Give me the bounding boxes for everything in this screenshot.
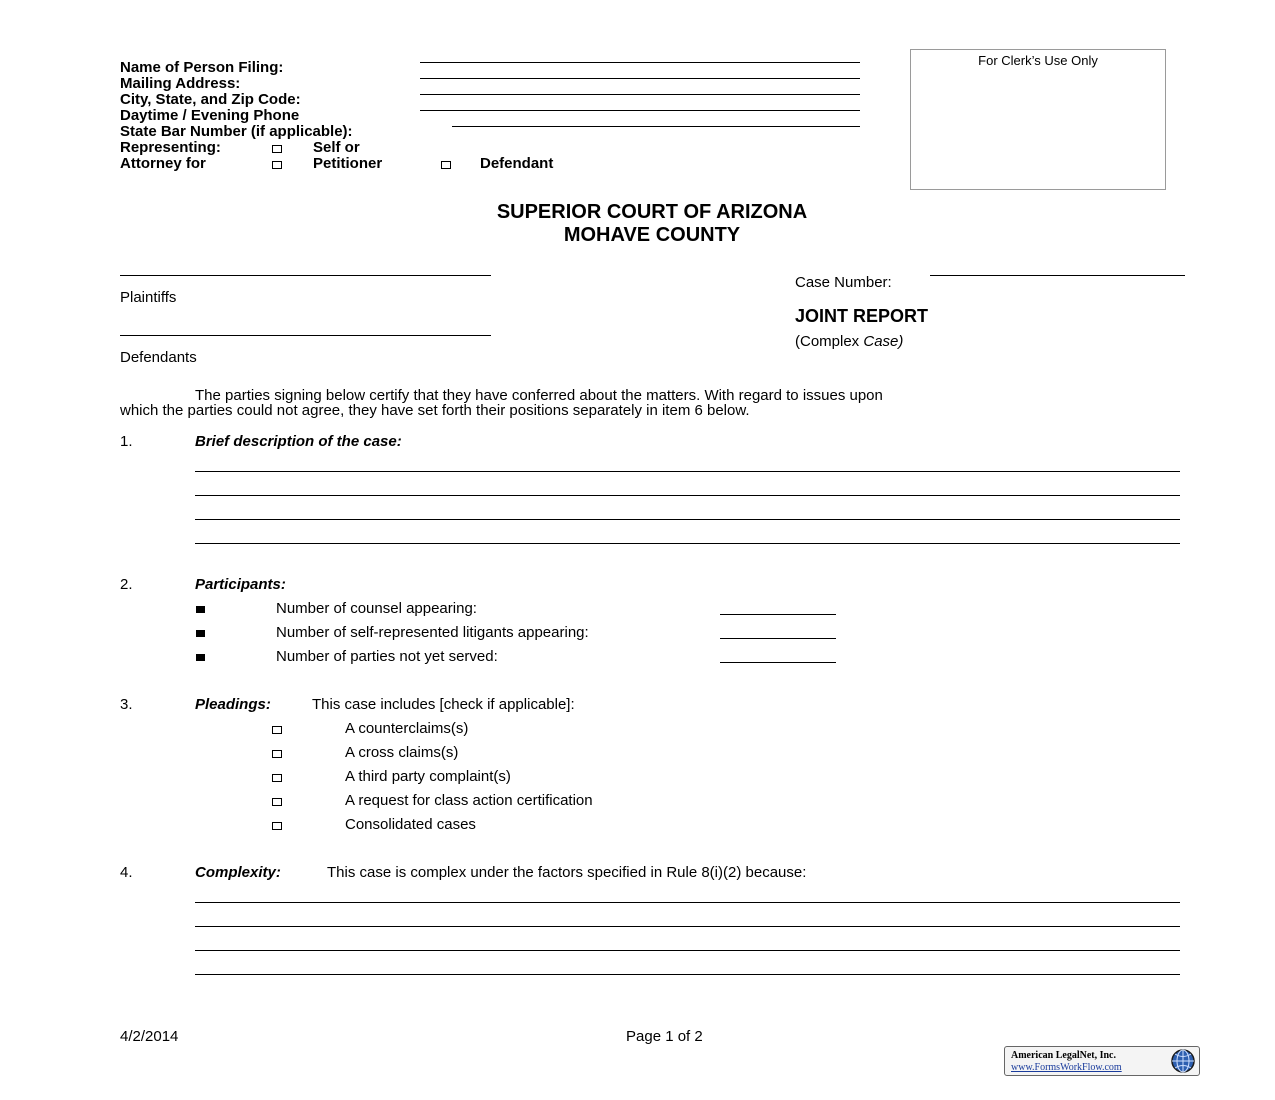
defendant-label: Defendant — [480, 155, 554, 172]
mailing-address-field[interactable] — [420, 78, 860, 79]
phone-field[interactable] — [420, 110, 860, 111]
plaintiffs-field[interactable] — [120, 275, 491, 276]
counterclaims-checkbox[interactable] — [272, 726, 282, 734]
description-line-4[interactable] — [195, 543, 1180, 544]
class-action-checkbox[interactable] — [272, 798, 282, 806]
counsel-appearing-field[interactable] — [720, 614, 836, 615]
state-bar-number-label: State Bar Number (if applicable): — [120, 123, 353, 140]
section-2-number: 2. — [120, 576, 133, 593]
defendants-field[interactable] — [120, 335, 491, 336]
document-title: JOINT REPORT — [795, 306, 929, 326]
footer-page-number: Page 1 of 2 — [626, 1028, 703, 1045]
section-3-text: This case includes [check if applicable]: — [312, 696, 575, 713]
subtitle-prefix: (Complex — [795, 333, 864, 350]
phone-label: Daytime / Evening Phone — [120, 107, 300, 124]
city-state-zip-label: City, State, and Zip Code: — [120, 91, 301, 108]
attorney-for-checkbox[interactable] — [272, 161, 282, 169]
description-line-2[interactable] — [195, 495, 1180, 496]
self-represented-field[interactable] — [720, 638, 836, 639]
complexity-line-4[interactable] — [195, 974, 1180, 975]
county-name: MOHAVE COUNTY — [563, 224, 741, 246]
subtitle-italic: Case) — [863, 333, 904, 350]
city-state-zip-field[interactable] — [420, 94, 860, 95]
consolidated-label: Consolidated cases — [345, 816, 476, 833]
case-number-field[interactable] — [930, 275, 1185, 276]
bullet-icon — [196, 606, 205, 613]
class-action-label: A request for class action certification — [345, 792, 593, 809]
state-bar-number-field[interactable] — [452, 126, 860, 127]
document-subtitle — [795, 334, 903, 350]
mailing-address-label: Mailing Address: — [120, 75, 241, 92]
section-4-title: Complexity: — [195, 864, 281, 881]
self-or-label: Self or — [313, 139, 360, 156]
court-name: SUPERIOR COURT OF ARIZONA — [496, 201, 808, 223]
logo-url-link[interactable]: www.FormsWorkFlow.com — [1011, 1062, 1122, 1073]
section-1-number: 1. — [120, 433, 133, 450]
third-party-label: A third party complaint(s) — [345, 768, 511, 785]
attorney-for-label: Attorney for — [120, 155, 206, 172]
logo-company-name: American LegalNet, Inc. — [1011, 1050, 1116, 1061]
complexity-line-1[interactable] — [195, 902, 1180, 903]
section-1-title: Brief description of the case: — [195, 433, 402, 450]
section-3-title: Pleadings: — [195, 696, 271, 713]
bullet-icon — [196, 630, 205, 637]
intro-line-1: The parties signing below certify that they have conferred about the matters. With regard to issues upon — [195, 387, 883, 404]
plaintiffs-label: Plaintiffs — [120, 289, 177, 306]
section-4-number: 4. — [120, 864, 133, 881]
intro-line-2: which the parties could not agree, they have set forth their positions separately in item 6 below. — [120, 402, 750, 419]
description-line-1[interactable] — [195, 471, 1180, 472]
self-checkbox[interactable] — [272, 145, 282, 153]
cross-claims-label: A cross claims(s) — [345, 744, 459, 761]
petitioner-label: Petitioner — [313, 155, 383, 172]
case-number-label: Case Number: — [795, 274, 892, 291]
court-title — [352, 201, 952, 247]
not-served-label: Number of parties not yet served: — [276, 648, 498, 665]
section-4-text: This case is complex under the factors specified in Rule 8(i)(2) because: — [327, 864, 807, 881]
globe-icon — [1169, 1048, 1197, 1074]
footer-date: 4/2/2014 — [120, 1028, 179, 1045]
third-party-checkbox[interactable] — [272, 774, 282, 782]
self-represented-label: Number of self-represented litigants appearing: — [276, 624, 589, 641]
clerk-use-label: For Clerk’s Use Only — [978, 53, 1098, 68]
defendant-checkbox[interactable] — [441, 161, 451, 169]
cross-claims-checkbox[interactable] — [272, 750, 282, 758]
section-2-title: Participants: — [195, 576, 286, 593]
complexity-line-2[interactable] — [195, 926, 1180, 927]
representing-label: Representing: — [120, 139, 221, 156]
clerk-use-box — [910, 49, 1166, 190]
bullet-icon — [196, 654, 205, 661]
name-of-person-filing-label: Name of Person Filing: — [120, 59, 284, 76]
complexity-line-3[interactable] — [195, 950, 1180, 951]
counsel-appearing-label: Number of counsel appearing: — [276, 600, 477, 617]
consolidated-checkbox[interactable] — [272, 822, 282, 830]
defendants-label: Defendants — [120, 349, 197, 366]
name-of-person-filing-field[interactable] — [420, 62, 860, 63]
counterclaims-label: A counterclaims(s) — [345, 720, 469, 737]
description-line-3[interactable] — [195, 519, 1180, 520]
not-served-field[interactable] — [720, 662, 836, 663]
section-3-number: 3. — [120, 696, 133, 713]
legalnet-logo[interactable] — [1004, 1046, 1200, 1076]
